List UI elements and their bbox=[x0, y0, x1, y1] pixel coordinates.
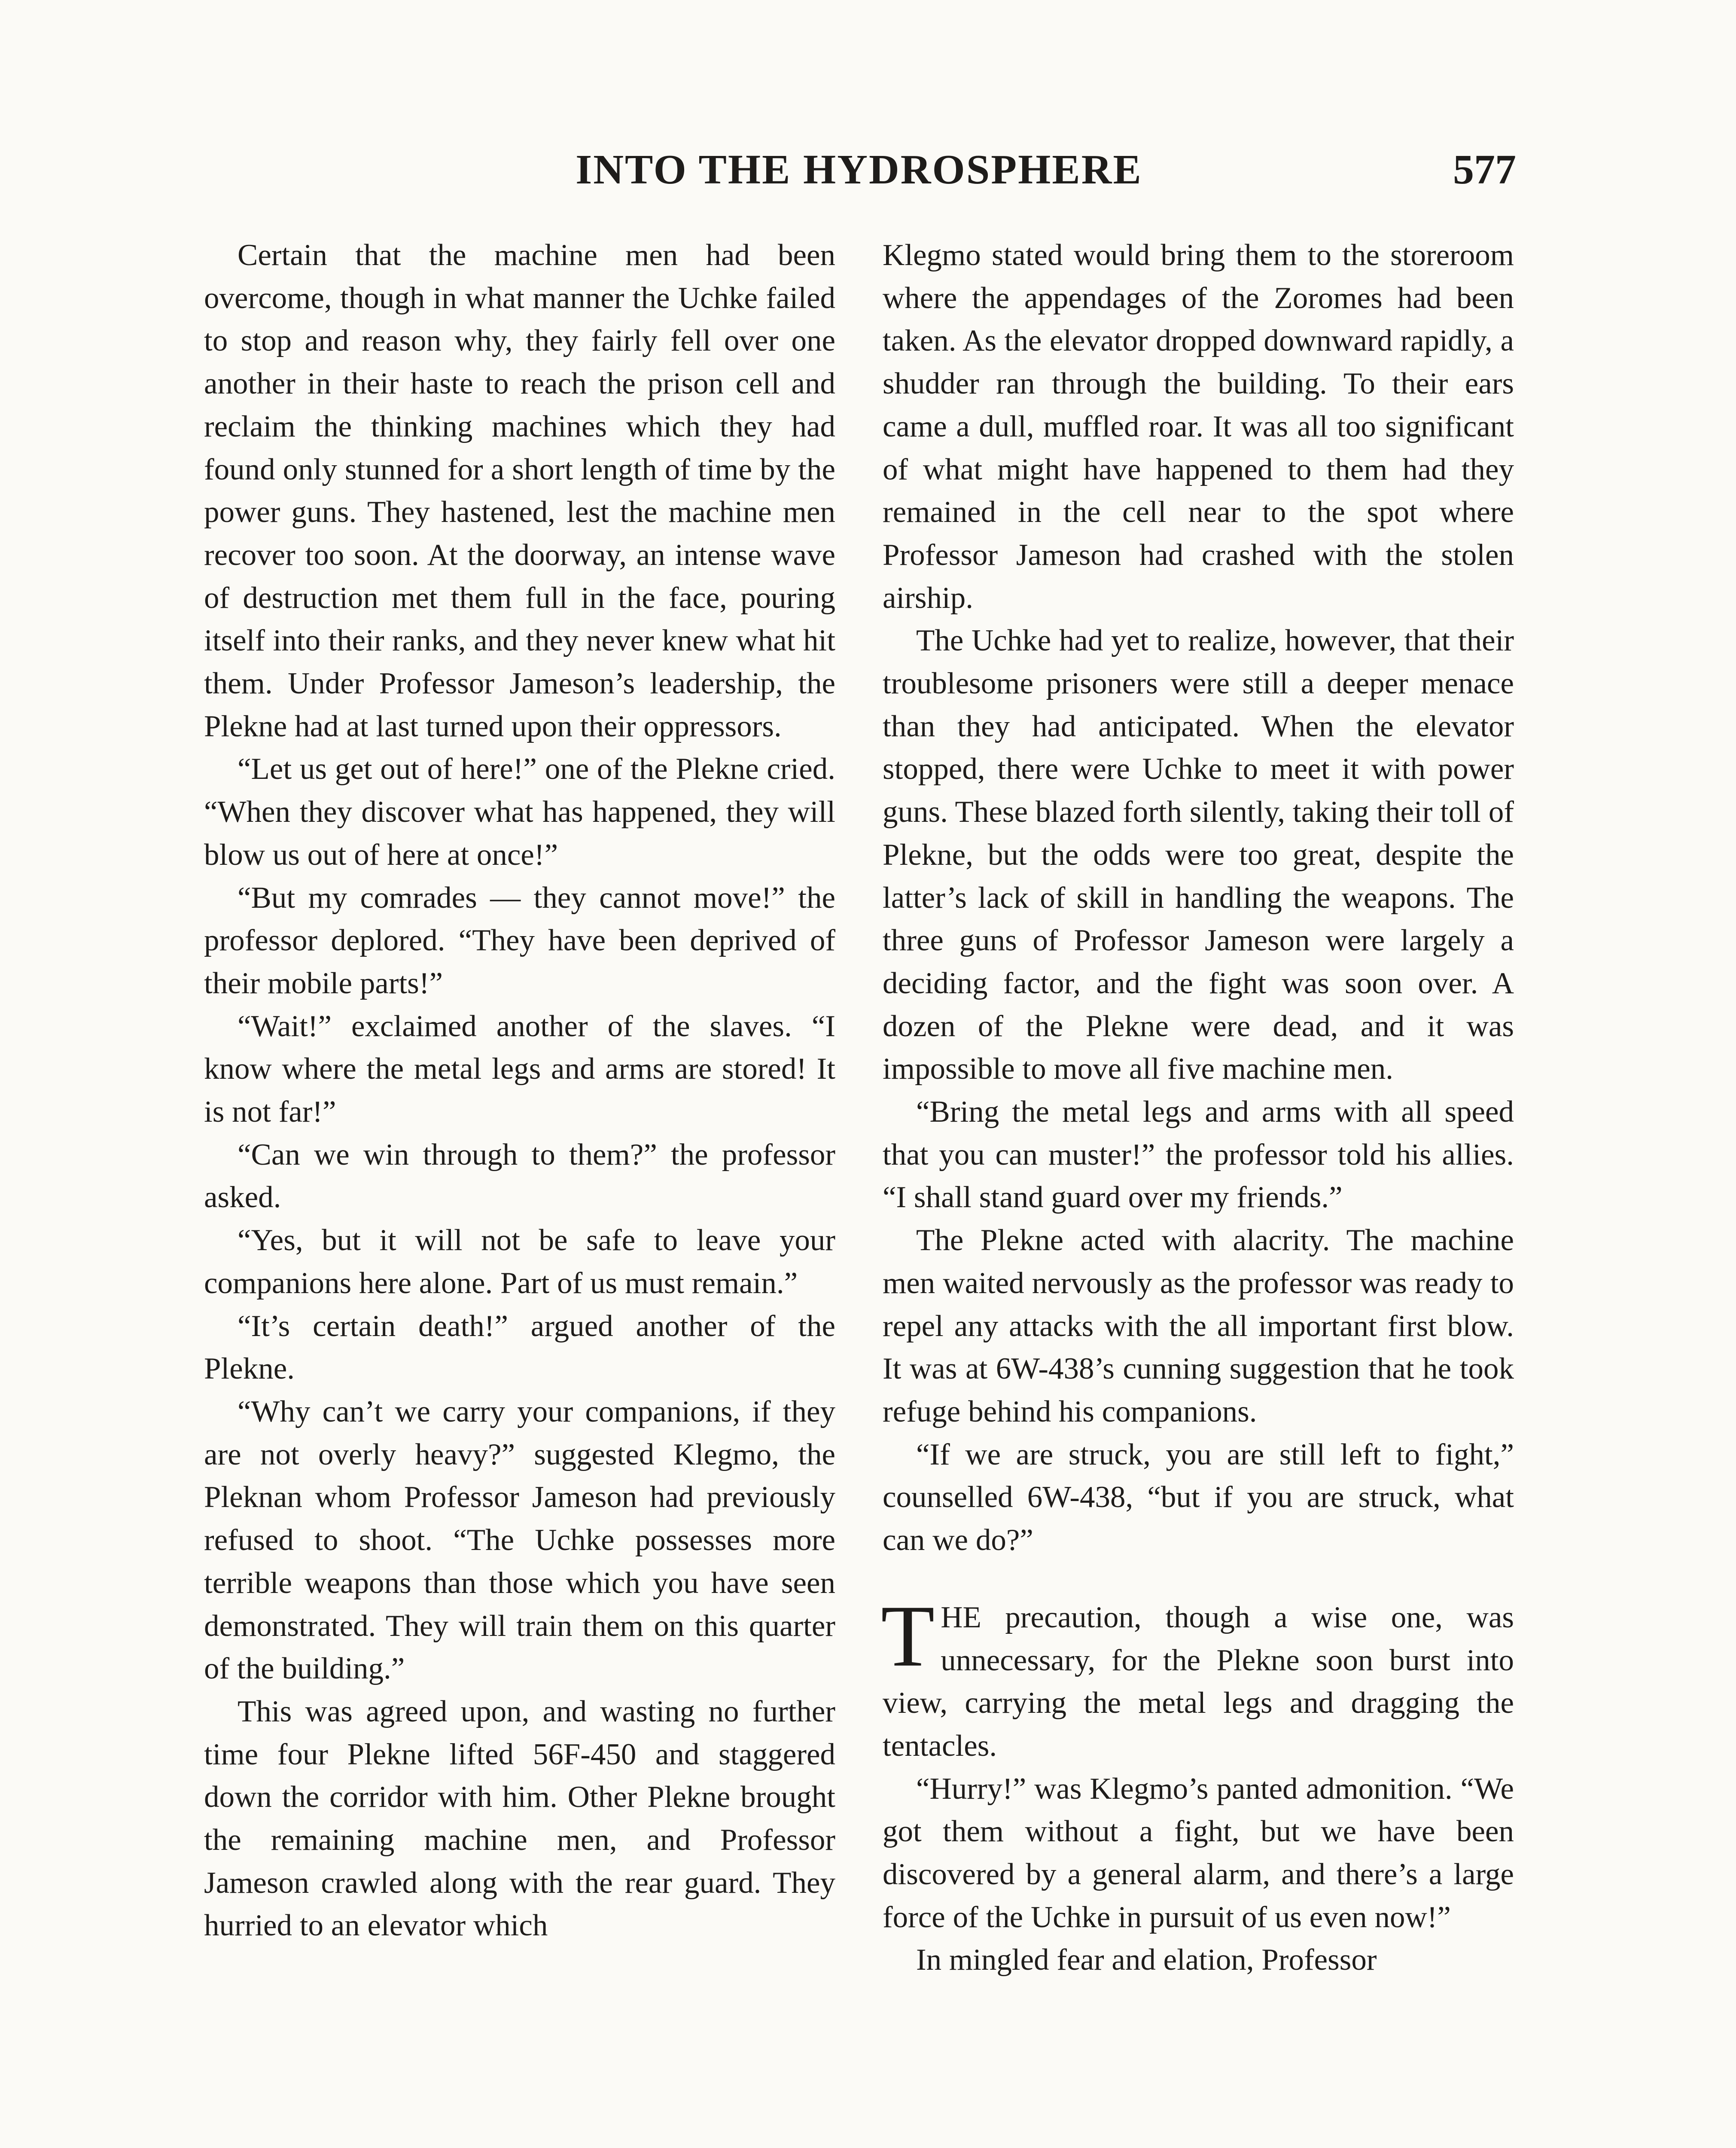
drop-cap-paragraph bbox=[881, 1587, 1514, 1768]
left-column bbox=[204, 234, 835, 1947]
paragraph: Certain that the machine men had been overcome, though in what manner the Uchke failed to stop and reason why, they fairly fell over one another in their haste to reach the prison cell and reclaim the thinking machines which they had found only stunned for a short length of time by the power guns. They hastened, lest the machine men recover too soon. At the doorway, an intense wave of destruction met them full in the face, pouring itself into their ranks, and they never knew what hit them. Under Professor Jameson’s leadership, the Plekne had at last turned upon their oppressors. bbox=[204, 238, 835, 743]
paragraph: “Yes, but it will not be safe to leave your companions here alone. Part of us must remain.” bbox=[204, 1224, 835, 1300]
paragraph: “Bring the metal legs and arms with all speed that you can muster!” the professor told his allies. “I shall stand guard over my friends.” bbox=[883, 1095, 1514, 1214]
paragraph: “Why can’t we carry your companions, if they are not overly heavy?” suggested Klegmo, the Pleknan whom Professor Jameson had previously refused to shoot. “The Uchke possesses more terrible weapons than those which you have seen demonstrated. They will train them on this quarter of the building.” bbox=[204, 1394, 835, 1686]
page-header bbox=[202, 142, 1516, 206]
paragraph: “If we are struck, you are still left to fight,” counselled 6W-438, “but if you are struck, what can we do?” bbox=[883, 1437, 1514, 1557]
paragraph: “Hurry!” was Klegmo’s panted admonition. “We got them without a fight, but we have been discovered by a general alarm, and there’s a large force of the Uchke in pursuit of us even now!” bbox=[883, 1772, 1514, 1934]
paragraph: “It’s certain death!” argued another of the Plekne. bbox=[204, 1309, 835, 1386]
running-title: INTO THE HYDROSPHERE bbox=[576, 146, 1142, 193]
page-number: 577 bbox=[1453, 146, 1516, 193]
paragraph: The Plekne acted with alacrity. The machine men waited nervously as the professor was ready to repel any attacks with the all important first blow. It was at 6W-438’s cunning suggestion that he took refuge behind his companions. bbox=[883, 1224, 1514, 1428]
paragraph: “Let us get out of here!” one of the Plekne cried. “When they discover what has happened, they will blow us out of here at once!” bbox=[204, 752, 835, 872]
paragraph: The Uchke had yet to realize, however, that their troublesome prisoners were still a deeper menace than they had anticipated. When the elevator stopped, there were Uchke to meet it with power guns. These blazed forth silently, taking their toll of Plekne, but the odds were too great, despite the latter’s lack of skill in handling the weapons. The three guns of Professor Jameson were largely a deciding factor, and the fight was soon over. A dozen of the Plekne were dead, and it was impossible to move all five machine men. bbox=[883, 624, 1514, 1086]
section-break bbox=[883, 1562, 1514, 1596]
paragraph-continued: Klegmo stated would bring them to the storeroom where the appendages of the Zoromes had been taken. As the elevator dropped downward rapidly, a shudder ran through the building. To their ears came a dull, muffled roar. It was all too significant of what might have happened to them had they remained in the cell near to the spot where Professor Jameson had crashed with the stolen airship. bbox=[883, 238, 1514, 615]
paragraph: “Wait!” exclaimed another of the slaves. “I know where the metal legs and arms are stored! It is not far!” bbox=[204, 1009, 835, 1129]
paragraph: In mingled fear and elation, Professor bbox=[916, 1943, 1377, 1977]
right-column bbox=[883, 234, 1514, 1982]
paragraph: “But my comrades — they cannot move!” the professor deplored. “They have been deprived of their mobile parts!” bbox=[204, 881, 835, 1000]
paragraph: This was agreed upon, and wasting no further time four Plekne lifted 56F-450 and staggered down the corridor with him. Other Plekne brought the remaining machine men, and Professor Jameson crawled along with the rear guard. They hurried to an elevator which bbox=[204, 1694, 835, 1943]
drop-cap: T bbox=[881, 1587, 935, 1685]
drop-cap-paragraph-text: HE precaution, though a wise one, was unnecessary, for the Plekne soon burst into view, carrying the metal legs and dragging the tentacles. bbox=[883, 1600, 1514, 1763]
paragraph: “Can we win through to them?” the professor asked. bbox=[204, 1138, 835, 1214]
